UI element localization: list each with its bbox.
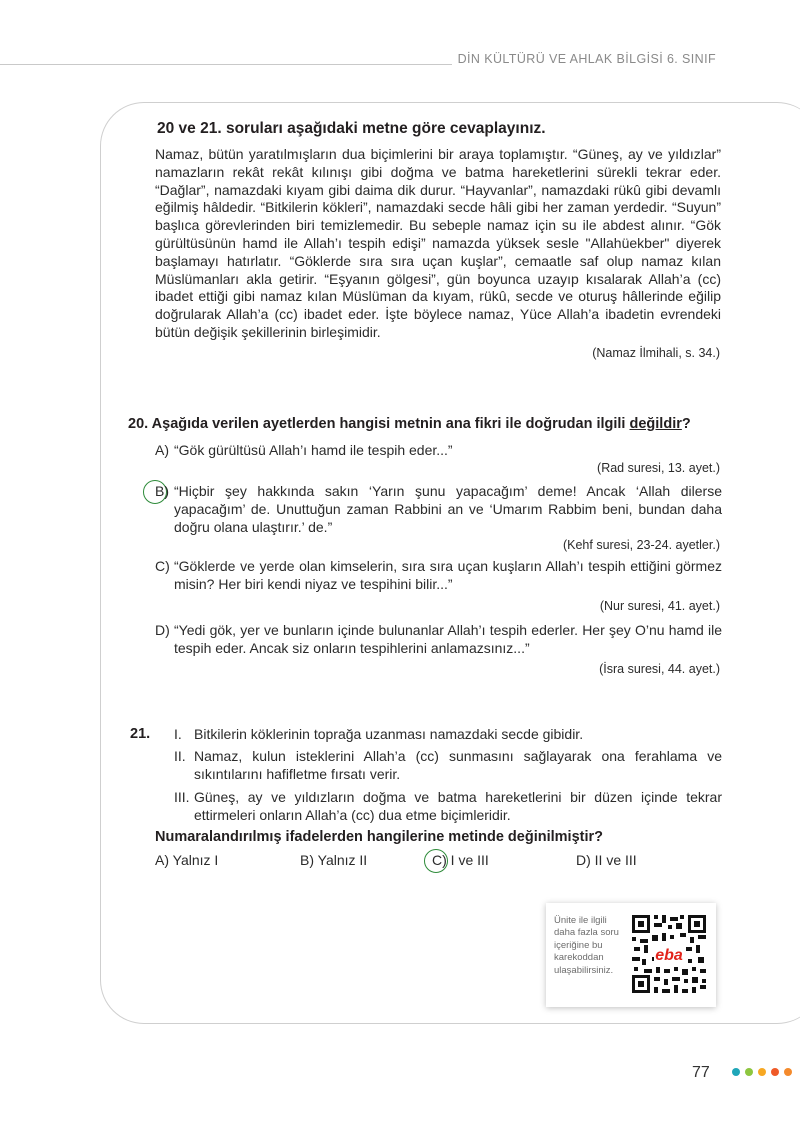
option-text: “Gök gürültüsü Allah’ı hamd ile tespih eder...” (174, 442, 453, 458)
q20-option-b[interactable] (155, 483, 722, 536)
reading-passage: Namaz, bütün yaratılmışların dua biçimlerini bir araya toplamıştır. “Güneş, ay ve yıldızlar” namazların rekât rekât kılınışı gibi doğma ve batma hareketlerini sürekli tekrar eder. “Dağlar”, namazdaki kıyam gibi daima dik durur. “Hayvanlar”, namazdaki rükû gibi devamlı eğilmiş hâldedir. “Bitkilerin kökleri”, namazdaki secde hâli gibi her zaman yerdedir. “Suyun” başlıca görevlerinden biri temizlemedir. Bu sebeple namaz için su ile abdest alınır. “Gök gürültüsünün hamd ile Allah’ı tespih edişi” namazda yüksek sesle "Allahüekber" diyerek başlamayı hatırlatır. “Göklerde sıra sıra uçan kuşlar”, cemaatle saf olup namaz kılan Müslümanları akla getirir. “Eşyanın gölgesi”, gün boyunca uzayıp kısalarak Allah’a (cc) ibadet ettiği gibi namaz kılan Müslüman da kıyam, rükû, secde ve oturuş hâllerinde eğilip doğrularak Allah’a (cc) ibadet eder. İşte böylece namaz, Yüce Allah’a ibadetin evrendeki bütün değişik şekillerinin birleşimidir. (155, 146, 721, 340)
q21-option-b[interactable] (300, 852, 367, 868)
option-text: “Hiçbir şey hakkında sakın ‘Yarın şunu yapacağım’ deme! Ancak ‘Allah dilerse yapacağım’ de. Unuttuğun zaman Rabbini an ve ‘Umarım Rabbim beni, bundan daha doğru olana ulaştırır.’ de.” (174, 483, 722, 535)
question-text: Aşağıda verilen ayetlerden hangisi metnin ana fikri ile doğrudan ilgili (151, 416, 626, 432)
option-text: “Yedi gök, yer ve bunların içinde bulunanlar Allah’ı tespih ederler. Her şey O’nu hamd ile tespih eder. Ancak siz onların tespihlerini anlamazsınız...” (174, 622, 722, 656)
option-text: “Göklerde ve yerde olan kimselerin, sıra sıra uçan kuşların Allah’ı tespih ettiğini görmez misin? Her biri kendi niyaz ve tespihini bilir...” (174, 558, 722, 592)
option-text: Yalnız I (172, 852, 219, 868)
q20-option-a[interactable] (155, 442, 722, 460)
option-letter: C) (432, 852, 447, 868)
statement-text: Güneş, ay ve yıldızların doğma ve batma hareketlerini bir düzen içinde tekrar ettirmeleri onların Allah’a (cc) dua etme biçimleridir. (194, 789, 722, 823)
dot-icon (732, 1068, 740, 1076)
option-letter: B) (155, 483, 169, 499)
qr-code-graphic (630, 913, 708, 995)
page-number: 77 (692, 1064, 710, 1081)
intro-heading: 20 ve 21. soruları aşağıdaki metne göre cevaplayınız. (157, 120, 546, 137)
option-letter: A) (155, 442, 169, 458)
question-20-stem (128, 416, 722, 432)
option-text: Yalnız II (317, 852, 368, 868)
option-letter: D) (155, 622, 170, 638)
option-text: I ve III (450, 852, 489, 868)
q21-option-d[interactable] (576, 852, 637, 868)
book-title: DİN KÜLTÜRÜ VE AHLAK BİLGİSİ 6. SINIF (457, 52, 716, 66)
dot-icon (758, 1068, 766, 1076)
header-rule (0, 64, 452, 65)
statement-ii (174, 748, 722, 784)
eba-logo: eba (655, 947, 683, 964)
passage-source: (Namaz İlmihali, s. 34.) (592, 346, 720, 360)
statement-numeral: I. (174, 726, 182, 742)
q20-option-d[interactable] (155, 622, 722, 658)
option-letter: C) (155, 558, 170, 574)
question-21-stem: Numaralandırılmış ifadelerden hangilerine metinde değinilmiştir? (155, 829, 603, 845)
q20-option-c[interactable] (155, 558, 722, 594)
q20-option-c-source: (Nur suresi, 41. ayet.) (599, 599, 720, 613)
qr-caption: Ünite ile ilgili daha fazla soru içeriğine bu karekoddan ulaşabilirsiniz. (554, 915, 619, 976)
statement-numeral: II. (174, 748, 186, 764)
decorative-dots (732, 1068, 792, 1076)
q21-option-a[interactable] (155, 852, 218, 868)
question-21-number: 21. (130, 726, 151, 742)
dot-icon (771, 1068, 779, 1076)
statement-i (174, 726, 722, 744)
question-number: 20. (128, 416, 149, 432)
option-letter: A) (155, 852, 169, 868)
statement-numeral: III. (174, 789, 190, 805)
qr-card (546, 903, 716, 1007)
dot-icon (745, 1068, 753, 1076)
q20-option-a-source: (Rad suresi, 13. ayet.) (597, 461, 720, 475)
option-text: II ve III (594, 852, 637, 868)
q20-option-b-source: (Kehf suresi, 23-24. ayetler.) (562, 538, 720, 552)
statement-text: Bitkilerin köklerinin toprağa uzanması namazdaki secde gibidir. (194, 726, 584, 742)
negation-word: değildir (629, 416, 682, 432)
option-letter: D) (576, 852, 591, 868)
q21-option-c[interactable] (432, 852, 489, 868)
qr-code-icon[interactable] (630, 913, 708, 995)
q20-option-d-source: (İsra suresi, 44. ayet.) (599, 662, 720, 676)
dot-icon (784, 1068, 792, 1076)
option-letter: B) (300, 852, 314, 868)
statement-iii (174, 789, 722, 825)
question-mark: ? (681, 416, 691, 432)
statement-text: Namaz, kulun isteklerini Allah’a (cc) sunmasını sağlayarak ona ferahlama ve sıkıntılarını hafifletme fırsatı verir. (194, 748, 722, 782)
